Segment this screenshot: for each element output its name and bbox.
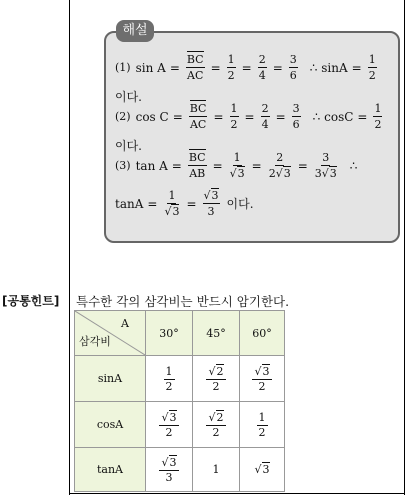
fraction-result: $\frac{1}{2}$ (368, 53, 376, 82)
table-cell: $\frac{√2}{2}$ (193, 356, 240, 402)
equals-sign: = (186, 196, 197, 211)
common-hint-text: 특수한 각의 삼각비는 반드시 암기한다. (76, 294, 290, 309)
row-name: cosA (75, 402, 146, 448)
table-cell: $\frac{√2}{2}$ (193, 402, 240, 448)
part3-tail: 이다. (226, 197, 254, 211)
fraction-bc-ac: $\frac{BC}{AC}$ (189, 102, 207, 131)
table-cell: $\frac{√3}{2}$ (240, 356, 285, 402)
table-row-sin (75, 356, 285, 402)
solution-badge: 해설 (116, 20, 154, 42)
part1-tail: 이다. (115, 90, 142, 104)
fraction: $\frac{1}{2}$ (227, 53, 235, 82)
equals-sign: = (351, 60, 362, 75)
fraction: $\frac{2}{4}$ (258, 53, 266, 82)
part3-line2-lhs: tanA (115, 196, 144, 211)
part2-therefore: ∴ cosC (312, 109, 354, 124)
equals-sign: = (172, 109, 183, 124)
angle-header: 30° (146, 311, 193, 356)
table-cell: 1 (193, 448, 240, 492)
part1-number: (1) (115, 61, 131, 74)
equals-sign: = (272, 60, 283, 75)
part1-line (115, 54, 379, 81)
part1-therefore: ∴ sinA (309, 60, 348, 75)
equals-sign: = (169, 60, 180, 75)
part3-line2 (115, 190, 254, 217)
part2-number: (2) (115, 110, 131, 123)
equals-sign: = (251, 158, 262, 173)
table-header-row (75, 311, 285, 356)
equals-sign: = (357, 109, 368, 124)
common-hint-label: [공통힌트] (2, 294, 60, 308)
frame-bottom-rule (69, 493, 405, 494)
table-cell: $\frac{√3}{3}$ (146, 448, 193, 492)
equals-sign: = (213, 109, 224, 124)
equals-sign: = (244, 109, 255, 124)
fraction: $\frac{1}{√3}$ (164, 189, 180, 218)
fraction: $\frac{2}{4}$ (261, 102, 269, 131)
equals-sign: = (297, 158, 308, 173)
table-cell: $\frac{√3}{2}$ (146, 402, 193, 448)
fraction: $\frac{3}{3√3}$ (314, 151, 337, 180)
equals-sign: = (147, 196, 158, 211)
equals-sign: = (275, 109, 286, 124)
corner-bottom-label: 삼각비 (79, 335, 111, 348)
part3-therefore: ∴ (349, 158, 358, 173)
equals-sign: = (212, 158, 223, 173)
fraction-bc-ab: $\frac{BC}{AB}$ (188, 151, 206, 180)
part2-line (115, 103, 384, 130)
fraction-bc-ac: $\frac{BC}{AC}$ (186, 53, 204, 82)
part3-line (115, 152, 357, 179)
table-cell: √3 (240, 448, 285, 492)
table-cell: $\frac{1}{2}$ (146, 356, 193, 402)
special-angle-table (74, 310, 285, 492)
table-row-cos (75, 402, 285, 448)
fraction: $\frac{3}{6}$ (292, 102, 300, 131)
table-corner-cell (75, 311, 146, 356)
fraction: $\frac{3}{6}$ (289, 53, 297, 82)
part3-number: (3) (115, 159, 131, 172)
table-row-tan (75, 448, 285, 492)
table-cell: $\frac{1}{2}$ (240, 402, 285, 448)
equals-sign: = (241, 60, 252, 75)
equals-sign: = (171, 158, 182, 173)
row-name: tanA (75, 448, 146, 492)
angle-header: 45° (193, 311, 240, 356)
fraction-result: $\frac{1}{2}$ (374, 102, 382, 131)
fraction: $\frac{1}{√3}$ (229, 151, 245, 180)
angle-header: 60° (240, 311, 285, 356)
frame-left-rule (69, 0, 70, 495)
fraction: $\frac{2}{2√3}$ (268, 151, 291, 180)
part2-lhs: cos C (135, 109, 169, 124)
part2-tail: 이다. (115, 139, 142, 153)
part3-lhs: tan A (135, 158, 168, 173)
corner-top-label: A (121, 317, 129, 330)
fraction: $\frac{1}{2}$ (230, 102, 238, 131)
equals-sign: = (210, 60, 221, 75)
row-name: sinA (75, 356, 146, 402)
part1-lhs: sin A (135, 60, 166, 75)
fraction: $\frac{√3}{3}$ (203, 189, 219, 218)
